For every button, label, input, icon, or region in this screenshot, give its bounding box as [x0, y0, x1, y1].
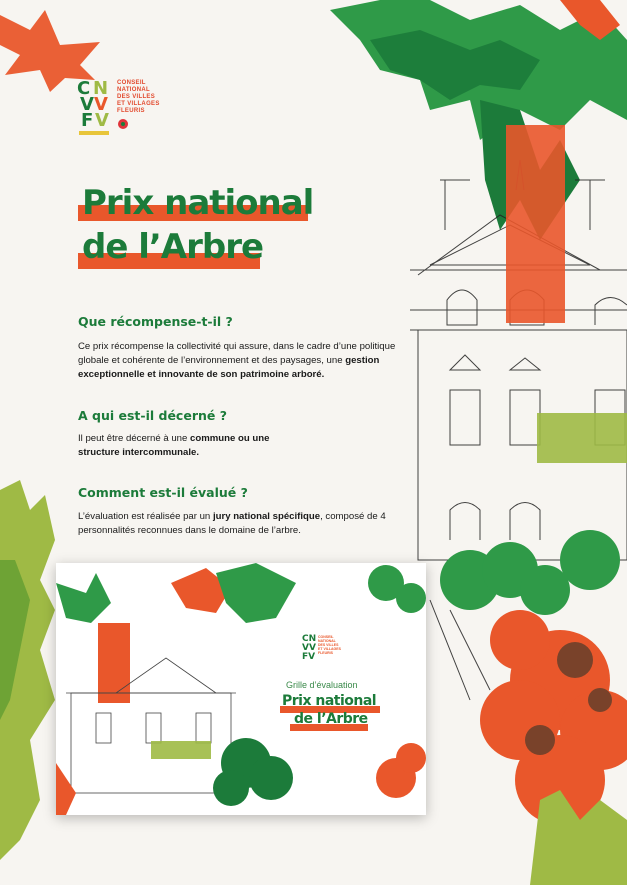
section-heading-1: Que récompense-t-il ?: [78, 314, 233, 329]
page-title-line-1: Prix national: [82, 183, 314, 223]
text-run-bold: gestion exceptionnelle et innovante de son patrimoine arboré.: [78, 355, 380, 380]
section-text-2: [78, 432, 278, 460]
evaluation-grid-card: [56, 563, 426, 815]
logo-underline: [79, 131, 109, 135]
card-logo: [302, 635, 362, 665]
card-illustration: [56, 563, 426, 815]
card-logo-text-line: NATIONAL: [318, 639, 336, 643]
card-logo-wordmark: [318, 635, 341, 655]
logo-text-line: NATIONAL: [117, 87, 150, 93]
orange-tree-right: [480, 610, 627, 825]
card-logo-letters: CN VV FV: [302, 634, 317, 662]
card-logo-text-line: ET VILLAGES: [318, 647, 341, 651]
text-run: Il peut être décerné à une: [78, 433, 191, 444]
text-run: , composé de 4 personnalités reconnues dans le domaine de l’arbre.: [78, 511, 386, 536]
flower-icon: [117, 118, 129, 130]
logo-letter-v2: V: [94, 94, 108, 115]
logo-text-line: ET VILLAGES: [117, 101, 160, 107]
green-bush-right: [440, 530, 620, 615]
logo-text-line: DES VILLES: [117, 94, 156, 100]
text-run: L’évaluation est réalisée par un: [78, 511, 213, 522]
text-run-bold: commune ou une structure intercommunale.: [78, 433, 270, 458]
page-title-line-2: de l’Arbre: [82, 227, 264, 267]
logo-letter-c: C: [77, 78, 91, 99]
logo-text-line: CONSEIL: [117, 80, 146, 86]
logo-wordmark: [117, 80, 187, 115]
orange-block: [506, 125, 565, 323]
logo-letter-v3: V: [95, 110, 109, 131]
card-logo-text-line: DES VILLES: [318, 643, 339, 647]
logo-letter-v: V: [80, 94, 94, 115]
card-logo-text-line: FLEURIS: [318, 651, 333, 655]
text-run-bold: jury national spécifique: [212, 511, 321, 522]
text-run: Ce prix récompense la collectivité qui assure, dans le cadre d’une politique globale et cohérente de l’environnement et des paysages, une: [78, 341, 396, 366]
cnvvf-logo: [77, 80, 197, 136]
logo-letter-f: F: [81, 110, 94, 131]
section-heading-2: A qui est-il décerné ?: [78, 408, 227, 423]
section-text-3: [78, 510, 408, 538]
logo-text-line: FLEURIS: [117, 108, 145, 114]
card-title-line-1: Prix national: [282, 693, 377, 709]
card-logo-text-line: CONSEIL: [318, 635, 334, 639]
logo-letter-n: N: [93, 78, 109, 99]
card-subtitle: Grille d’évaluation: [286, 680, 358, 690]
section-text-1: [78, 340, 408, 382]
lime-block: [537, 413, 627, 463]
section-heading-3: Comment est-il évalué ?: [78, 485, 248, 500]
card-title-line-2: de l’Arbre: [294, 711, 368, 727]
